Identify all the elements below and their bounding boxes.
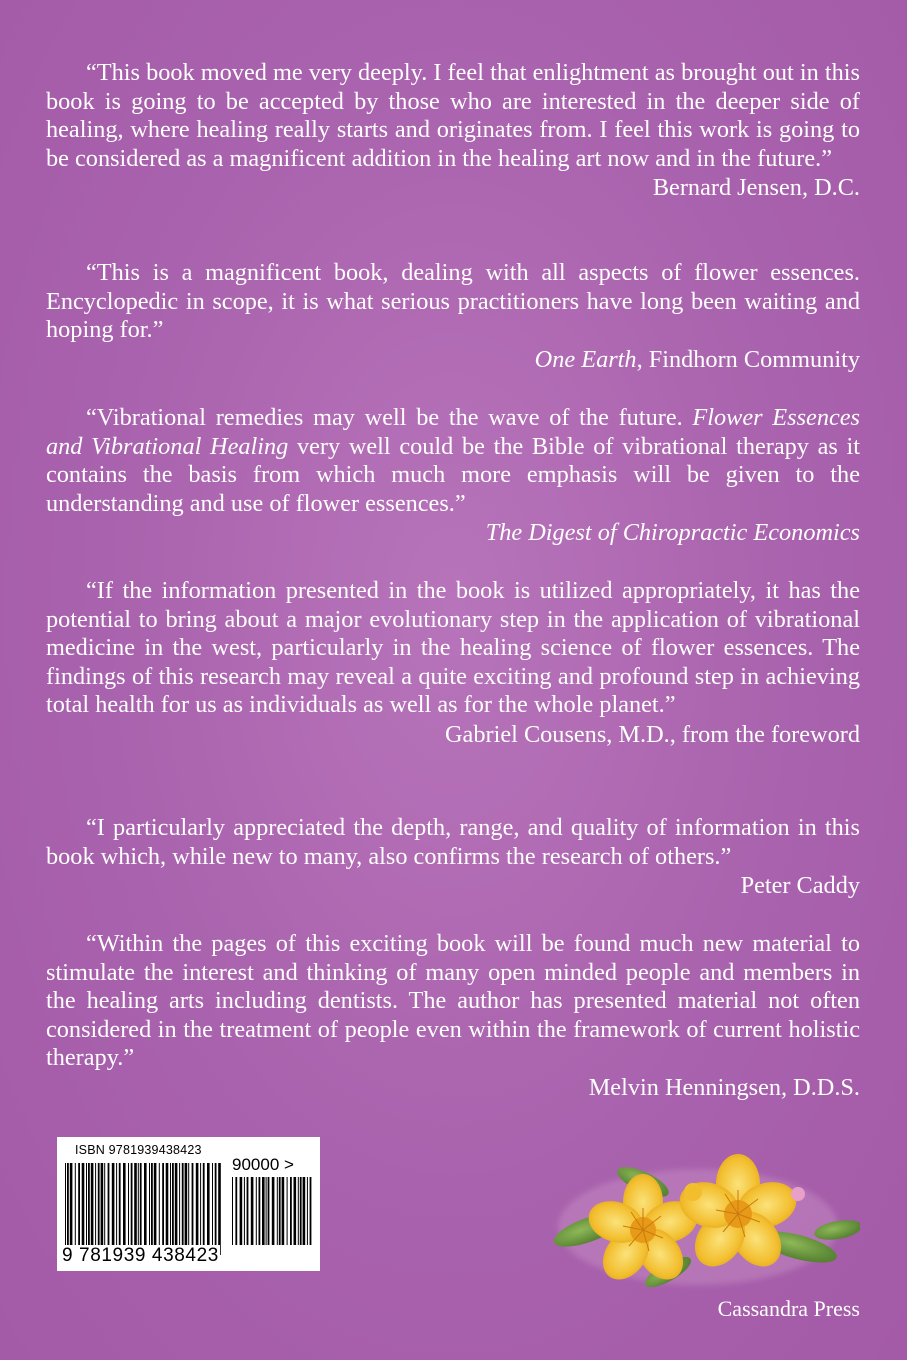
barcode-bar (203, 1163, 205, 1245)
barcode-bar (282, 1177, 285, 1245)
barcode-bar (259, 1177, 261, 1245)
attribution: Peter Caddy (740, 872, 860, 899)
barcode-bar (310, 1177, 312, 1245)
barcode-bar (144, 1163, 147, 1245)
quote-text: “If the information presented in the book is utilized appropriately, it has the potential to bring about a major evolutionary step in the application of vibrational medicine in the west, particularly in the healing science of flower essences. The findings of this research may reveal a quite exciting and profound step in achieving total health for us as individuals as well as for the whole planet.” (46, 577, 860, 718)
barcode-bar (78, 1163, 80, 1245)
blurb-one-earth (46, 259, 860, 374)
attribution-italic: One Earth (534, 345, 637, 373)
barcode-addon-bars (230, 1177, 312, 1255)
barcode-bar (244, 1177, 245, 1245)
barcode-bar (166, 1163, 169, 1245)
blurb-henningsen (46, 930, 860, 1102)
attribution-italic: The Digest of Chiropractic Economics (485, 519, 860, 546)
barcode-bar (134, 1163, 137, 1245)
barcode-bar (196, 1163, 199, 1245)
barcode-bar (212, 1163, 213, 1245)
isbn-barcode (57, 1137, 320, 1271)
barcode-bar (88, 1163, 90, 1245)
barcode-bar (86, 1163, 87, 1245)
barcode-bar (185, 1163, 188, 1245)
barcode-bar (182, 1163, 184, 1245)
attribution (46, 519, 860, 548)
barcode-bar (298, 1177, 299, 1245)
flower-illustration-icon (548, 1152, 860, 1292)
barcode-bar (119, 1163, 121, 1245)
price-code: 90000 > (232, 1155, 294, 1174)
barcode-bar (116, 1163, 117, 1245)
barcode-bar (300, 1177, 302, 1245)
barcode-bar (247, 1177, 249, 1245)
barcode-bar (192, 1163, 194, 1245)
barcode-bar (262, 1177, 265, 1245)
quote-text: “This is a magnificent book, dealing with all aspects of flower essences. Encyclopedic in scope, it is what serious practitioners have long been waiting and hoping for.” (46, 259, 860, 343)
blurb-digest (46, 404, 860, 548)
attribution: Gabriel Cousens, M.D., from the foreword (445, 720, 860, 748)
barcode-bar (123, 1163, 126, 1245)
barcode-bar (290, 1177, 292, 1245)
barcode-bars (63, 1163, 223, 1255)
attribution-rest: , Findhorn Community (636, 345, 860, 373)
barcode-bar (307, 1177, 308, 1245)
barcode-bar (172, 1163, 174, 1245)
barcode-bar (215, 1163, 217, 1245)
attribution (46, 346, 860, 375)
barcode-bar (128, 1163, 129, 1245)
blurb-cousens (46, 577, 860, 749)
barcode-bar (67, 1163, 69, 1255)
barcode-bar (65, 1163, 66, 1255)
barcode-bar (207, 1163, 210, 1245)
barcode-bar (268, 1177, 270, 1245)
barcode-bar (95, 1163, 96, 1245)
barcode-bar (151, 1163, 153, 1245)
barcode-bar (154, 1163, 157, 1245)
barcode-bar (108, 1163, 110, 1245)
attribution: Bernard Jensen, D.C. (652, 174, 860, 201)
blurb-jensen (46, 59, 860, 203)
barcode-bar (98, 1163, 100, 1245)
quote-text: “This book moved me very deeply. I feel that enlightment as brought out in this book is going to be accepted by those who are interested in the deeper side of healing, where healing really starts and originates from. I feel this work is going to be considered as a magnificent addition in the healing art now and in the future.” (46, 59, 860, 172)
barcode-bar (287, 1177, 288, 1245)
quote-end: very well could be the Bible of vibrational therapy as it contains the basis from which much more emphasis will be given to the understanding and use of flower essences.” (46, 432, 861, 517)
quote-start: “Vibrational remedies may well be the wave of the future. (86, 404, 693, 431)
quote-text: “I particularly appreciated the depth, range, and quality of information in this book which, while new to many, also confirms the research of others.” (46, 814, 860, 870)
barcode-bar (75, 1163, 76, 1245)
barcode-bar (149, 1163, 150, 1245)
barcode-bar (188, 1163, 189, 1245)
barcode-bar (82, 1163, 85, 1245)
barcode-bar (162, 1163, 164, 1245)
barcode-bar (235, 1177, 237, 1245)
barcode-bar (159, 1163, 160, 1245)
attribution: Melvin Henningsen, D.D.S. (588, 1073, 860, 1101)
blurb-caddy (46, 814, 860, 901)
barcode-bar (70, 1163, 73, 1255)
barcode-bar (303, 1177, 306, 1245)
barcode-bar (240, 1177, 243, 1245)
barcode-bar (256, 1177, 257, 1245)
barcode-bar (112, 1163, 115, 1245)
publisher-name: Cassandra Press (717, 1296, 860, 1321)
barcode-bar (104, 1163, 105, 1245)
quote-text (46, 404, 860, 518)
barcode-bar (277, 1177, 278, 1245)
barcode-bar (101, 1163, 104, 1245)
barcode-bar (138, 1163, 139, 1245)
ean-digits: 9 781939 438423 (62, 1245, 219, 1266)
barcode-bar (294, 1177, 297, 1245)
barcode-bar (179, 1163, 180, 1245)
barcode-bar (175, 1163, 178, 1245)
book-title: Flower Essences and Vibrational Healing (46, 404, 861, 460)
barcode-bar (131, 1163, 133, 1245)
barcode-bar (279, 1177, 281, 1245)
quote-text: “Within the pages of this exciting book will be found much new material to stimulate the interest and thinking of many open minded people and members in the healing arts including dentists. The author has presented material not often considered in the treatment of people even within the framework of current holistic therapy.” (46, 930, 860, 1071)
barcode-bar (251, 1177, 254, 1245)
barcode-bar (218, 1163, 221, 1255)
barcode-bar (200, 1163, 201, 1245)
barcode-bar (266, 1177, 267, 1245)
barcode-bar (232, 1177, 233, 1245)
barcode-bar (140, 1163, 142, 1255)
isbn-label: ISBN 9781939438423 (75, 1143, 202, 1157)
barcode-bar (170, 1163, 171, 1245)
barcode-bar (272, 1177, 275, 1245)
barcode-bar (91, 1163, 94, 1245)
